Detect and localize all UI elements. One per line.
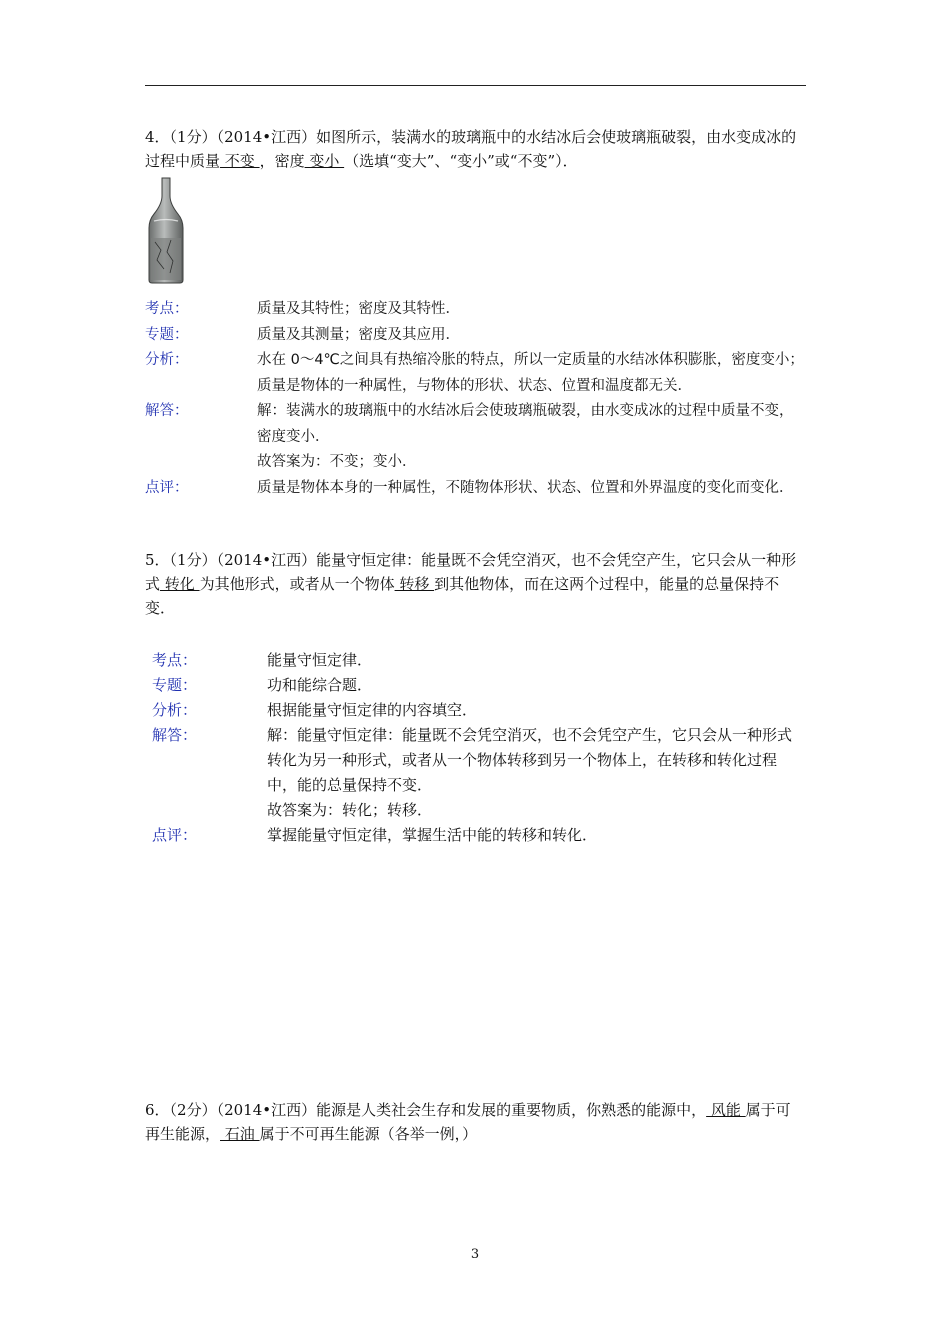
answer-blank: 变小 — [304, 152, 345, 170]
question-4-stem: 4．（1分）（2014•江西）如图所示，装满水的玻璃瓶中的水结冰后会使玻璃瓶破裂，由水变成冰的过程中质量 不变 ，密度 变小 （选填“变大”、“变小”或“不变”）． — [145, 128, 797, 170]
frozen-bottle-image — [145, 176, 187, 284]
answer-blank: 不变 — [220, 152, 260, 170]
answer-blank: 石油 — [220, 1125, 260, 1143]
question-6-stem: 6．（2分）（2014•江西）能源是人类社会生存和发展的重要物质，你熟悉的能源中， 风能 属于可再生能源， 石油 属于不可再生能源（各举一例，） — [145, 1101, 791, 1143]
answer-blank: 转移 — [394, 575, 435, 593]
question-5-solution: 考点： 能量守恒定律． 专题： 功和能综合题． 分析： 根据能量守恒定律的内容填空． 解答： 解：能量守恒定律：能量既不会凭空消灭，也不会凭空产生，它只会从一种形式转化为另一种形式，或者从一个物体转移到另一个物体上，在转移和转化过程中，能的总量保持不变． 故答案为：转化；转移． 点评： 掌握能量守恒定律，掌握生活中能的转移和转化． — [152, 651, 793, 844]
question-4-solution: 考点： 质量及其特性；密度及其特性． 专题： 质量及其测量；密度及其应用． 分析： 水在 0～4℃之间具有热缩冷胀的特点，所以一定质量的水结冰体积膨胀，密度变小； 质量是物体的一种属性，与物体的形状、状态、位置和温度都无关． 解答： 解：装满水的玻璃瓶中的水结冰后会使玻璃瓶破裂，由水变成冰的过程中质量不变，密度变小． 故答案为：不变；变小． 点评： 质量是物体本身的一种属性，不随物体形状、状态、位置和外界温度的变化而变化． — [145, 301, 804, 496]
answer-blank: 风能 — [706, 1101, 746, 1119]
question-5-stem: 5．（1分）（2014•江西）能量守恒定律：能量既不会凭空消灭，也不会凭空产生，它只会从一种形式 转化 为其他形式，或者从一个物体 转移 到其他物体，而在这两个过程中，能量的总量保持不变． — [145, 551, 797, 617]
header-rule — [145, 85, 806, 86]
answer-blank: 转化 — [160, 575, 200, 593]
page-number: 3 — [470, 1247, 480, 1262]
